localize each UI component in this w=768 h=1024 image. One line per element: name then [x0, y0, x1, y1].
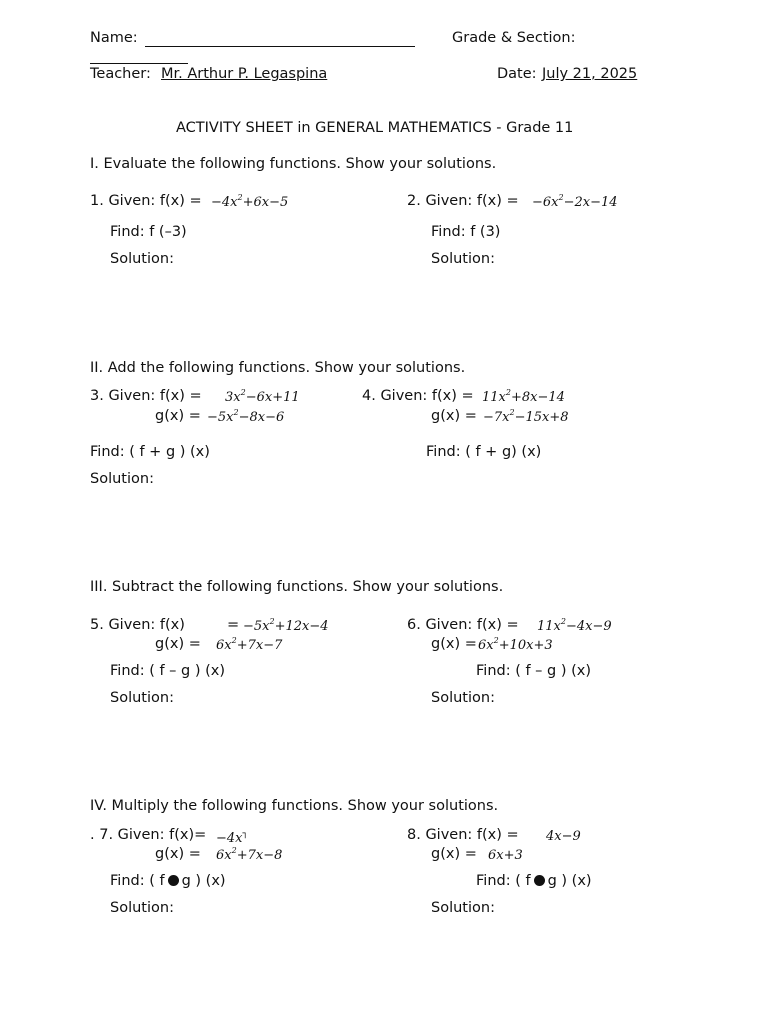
problem-8-given: 8. Given: f(x) = [407, 827, 519, 843]
problem-4-find: Find: ( f + g) (x) [426, 444, 542, 460]
date-label: Date: [497, 66, 537, 82]
problem-3-g-label: g(x) = [155, 408, 201, 424]
missing-glyph-icon: ┐ [242, 829, 248, 839]
problem-8-g-formula: 6x+3 [488, 848, 523, 863]
product-dot-icon [168, 875, 179, 886]
problem-3-solution-label: Solution: [90, 471, 154, 487]
problem-8-solution-label: Solution: [431, 900, 495, 916]
problem-5-f-formula: $-5x^2+12x-4$ [243, 617, 329, 634]
section-3-heading: III. Subtract the following functions. Show your solutions. [90, 579, 504, 595]
problem-2-given: 2. Given: f(x) = [407, 193, 519, 209]
problem-4-given: 4. Given: f(x) = [362, 388, 474, 404]
problem-7-given: . 7. Given: f(x)= [90, 827, 207, 843]
problem-7-g-formula: $6x^2+7x-8$ [216, 846, 283, 863]
page-title: ACTIVITY SHEET in GENERAL MATHEMATICS - Grade 11 [176, 120, 574, 136]
problem-2-solution-label: Solution: [431, 251, 495, 267]
problem-8-g-label: g(x) = [431, 846, 477, 862]
teacher-label: Teacher: [90, 66, 151, 82]
problem-3-f-formula: $3x^2-6x+11$ [225, 388, 300, 405]
problem-4-f-formula: $11x^2+8x-14$ [482, 388, 565, 405]
problem-6-solution-label: Solution: [431, 690, 495, 706]
problem-1-given: 1. Given: f(x) = [90, 193, 202, 209]
problem-2-f-formula: $-6x^2-2x-14$ [532, 193, 618, 210]
problem-3-g-formula: $-5x^2-8x-6$ [207, 408, 285, 425]
problem-5-given: 5. Given: f(x) [90, 617, 185, 633]
problem-7-find: Find: ( f g ) (x) [110, 873, 226, 889]
date-value: July 21, 2025 [542, 66, 638, 82]
section-1-heading: I. Evaluate the following functions. Show your solutions. [90, 156, 497, 172]
grade-section-label: Grade & Section: [452, 30, 576, 46]
problem-7-solution-label: Solution: [110, 900, 174, 916]
problem-1-solution-label: Solution: [110, 251, 174, 267]
problem-4-g-formula: $-7x^2-15x+8$ [483, 408, 569, 425]
problem-6-given: 6. Given: f(x) = [407, 617, 519, 633]
problem-5-g-formula: $6x^2+7x-7$ [216, 636, 283, 653]
problem-3-find: Find: ( f + g ) (x) [90, 444, 210, 460]
problem-8-f-formula: 4x−9 [546, 829, 581, 844]
name-blank-line[interactable] [145, 46, 415, 47]
problem-4-g-label: g(x) = [431, 408, 477, 424]
name-label: Name: [90, 30, 138, 46]
problem-5-equals: = [227, 617, 240, 633]
teacher-name: Mr. Arthur P. Legaspina [161, 66, 328, 82]
problem-2-find: Find: f (3) [431, 224, 501, 240]
problem-7-g-label: g(x) = [155, 846, 201, 862]
problem-6-find: Find: ( f – g ) (x) [476, 663, 592, 679]
problem-6-g-formula: $6x^2+10x+3$ [478, 636, 553, 653]
problem-1-find: Find: f (–3) [110, 224, 187, 240]
section-2-heading: II. Add the following functions. Show your solutions. [90, 360, 466, 376]
problem-6-f-formula: $11x^2-4x-9$ [537, 617, 612, 634]
problem-5-solution-label: Solution: [110, 690, 174, 706]
section-4-heading: IV. Multiply the following functions. Show your solutions. [90, 798, 499, 814]
product-dot-icon [534, 875, 545, 886]
problem-5-g-label: g(x) = [155, 636, 201, 652]
grade-section-blank-line[interactable] [90, 63, 188, 64]
problem-1-f-formula: $-4x^2+6x-5$ [211, 193, 289, 210]
problem-6-g-label: g(x) = [431, 636, 477, 652]
problem-8-find: Find: ( f g ) (x) [476, 873, 592, 889]
problem-7-f-formula: −4x┐ [216, 829, 248, 846]
problem-3-given: 3. Given: f(x) = [90, 388, 202, 404]
problem-5-find: Find: ( f – g ) (x) [110, 663, 226, 679]
